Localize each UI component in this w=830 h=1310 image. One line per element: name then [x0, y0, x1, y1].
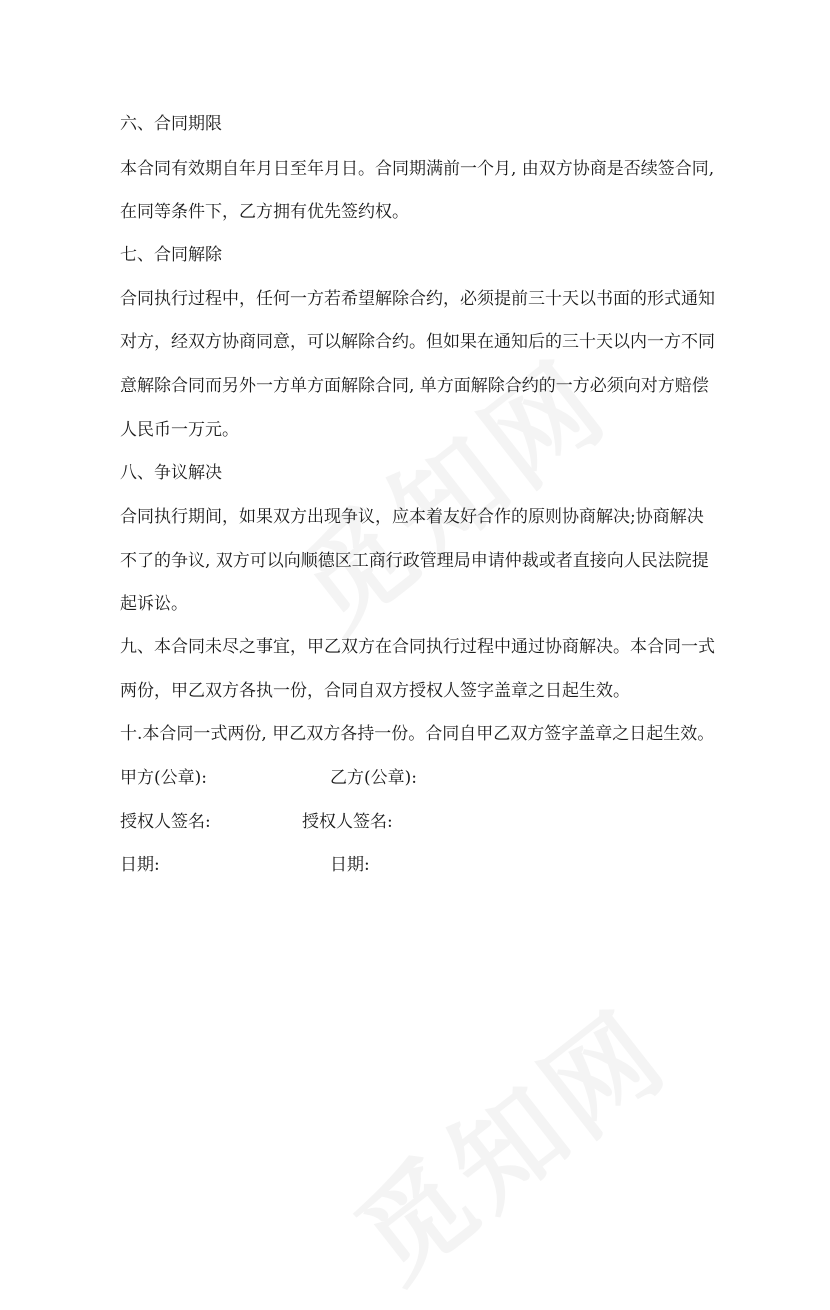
paragraph-line: 合同执行期间，如果双方出现争议，应本着友好合作的原则协商解决;协商解决	[120, 507, 704, 527]
party-a-date-label: 日期:	[120, 855, 160, 875]
party-b-seal-label: 乙方(公章):	[330, 768, 417, 788]
party-b-signer-label: 授权人签名:	[302, 812, 393, 832]
paragraph-line: 对方，经双方协商同意，可以解除合约。但如果在通知后的三十天以内一方不同	[120, 332, 715, 352]
paragraph-line: 两份，甲乙双方各执一份，合同自双方授权人签字盖章之日起生效。	[120, 681, 630, 701]
paragraph-line: 在同等条件下，乙方拥有优先签约权。	[120, 202, 409, 222]
paragraph-line: 十.本合同一式两份, 甲乙双方各持一份。合同自甲乙双方签字盖章之日起生效。	[120, 724, 715, 744]
paragraph-line: 起诉讼。	[120, 594, 188, 614]
section-heading: 七、合同解除	[120, 245, 222, 265]
paragraph-line: 不了的争议, 双方可以向顺德区工商行政管理局申请仲裁或者直接向人民法院提	[120, 551, 709, 571]
paragraph-line: 合同执行过程中，任何一方若希望解除合约，必须提前三十天以书面的形式通知	[120, 289, 715, 309]
paragraph-line: 九、本合同未尽之事宜，甲乙双方在合同执行过程中通过协商解决。本合同一式	[120, 637, 715, 657]
paragraph-line: 人民币一万元。	[120, 420, 239, 440]
party-a-signer-label: 授权人签名:	[120, 812, 211, 832]
watermark	[259, 318, 635, 660]
party-a-seal-label: 甲方(公章):	[120, 768, 207, 788]
party-b-date-label: 日期:	[330, 855, 370, 875]
paragraph-line: 意解除合同而另外一方单方面解除合同, 单方面解除合约的一方必须向对方赔偿	[120, 376, 709, 396]
section-heading: 八、争议解决	[120, 463, 222, 483]
section-heading: 六、合同期限	[120, 114, 222, 134]
paragraph-line: 本合同有效期自年月日至年月日。合同期满前一个月, 由双方协商是否续签合同,	[120, 159, 715, 179]
watermark	[319, 968, 695, 1310]
